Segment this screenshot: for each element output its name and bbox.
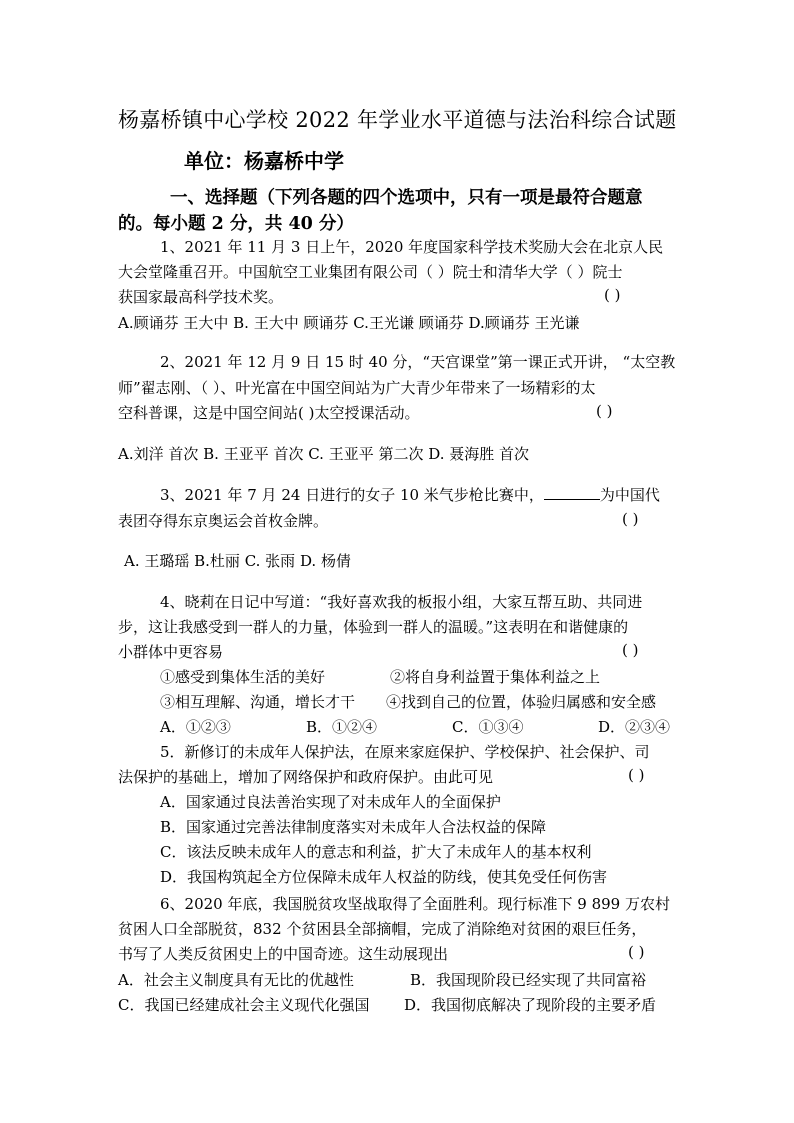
q3-options: A. 王璐瑶 B.杜丽 C. 张雨 D. 杨倩 [124, 552, 351, 570]
q1-options: A.顾诵芬 王大中 B. 王大中 顾诵芬 C.王光谦 顾诵芬 D.顾诵芬 王光谦 [118, 314, 580, 332]
q1-line3: 获国家最高科学技术奖。 [118, 288, 284, 306]
section-heading-line2: 的。每小题 2 分，共 40 分） [118, 214, 354, 234]
q4-statement-2: ②将自身利益置于集体利益之上 [390, 668, 601, 686]
q1-line2: 大会堂隆重召开。中国航空工业集团有限公司（ ）院士和清华大学（ ）院士 [118, 263, 623, 281]
q3-answer-paren: ( ) [622, 510, 639, 528]
q6-option-c: C．我国已经建成社会主义现代化强国 [118, 996, 370, 1014]
q4-line3: 小群体中更容易 [118, 643, 224, 661]
q5-answer-paren: ( ) [628, 766, 645, 784]
q6-line2: 贫困人口全部脱贫，832 个贫困县全部摘帽，完成了消除绝对贫困的艰巨任务， [118, 920, 647, 938]
q4-answer-paren: ( ) [622, 641, 639, 659]
q6-answer-paren: ( ) [628, 943, 645, 961]
q6-option-b: B．我国现阶段已经实现了共同富裕 [410, 971, 647, 989]
q4-line2: 步，这让我感受到一群人的力量，体验到一群人的温暖。”这表明在和谐健康的 [118, 618, 629, 636]
q6-option-d: D．我国彻底解决了现阶段的主要矛盾 [404, 996, 657, 1014]
q1-line1: 1、2021 年 11 月 3 日上午，2020 年度国家科学技术奖励大会在北京人民 [160, 238, 664, 256]
q4-statement-1: ①感受到集体生活的美好 [160, 668, 326, 686]
q4-option-d: D．②③④ [598, 718, 671, 736]
q2-line2: 师”翟志刚、（ ）、叶光富在中国空间站为广大青少年带来了一场精彩的太 [118, 379, 596, 397]
q3-line1-tail: 为中国代 [599, 486, 660, 504]
q4-line1: 4、晓莉在日记中写道：“我好喜欢我的板报小组，大家互帮互助、共同进 [160, 593, 643, 611]
q4-option-a: A．①②③ [160, 718, 231, 736]
school-unit: 单位：杨嘉桥中学 [184, 149, 344, 173]
q5-option-a: A．国家通过良法善治实现了对未成年人的全面保护 [160, 793, 501, 811]
q5-line1: 5．新修订的未成年人保护法，在原来家庭保护、学校保护、社会保护、司 [160, 743, 650, 761]
q2-answer-paren: ( ) [596, 402, 613, 420]
q3-line1 [160, 484, 660, 505]
q6-line1: 6、2020 年底，我国脱贫攻坚战取得了全面胜利。现行标准下 9 899 万农村 [160, 895, 670, 913]
q4-option-c: C．①③④ [452, 718, 524, 736]
q5-option-c: C．该法反映未成年人的意志和利益，扩大了未成年人的基本权利 [160, 843, 592, 861]
q1-answer-paren: ( ) [604, 286, 621, 304]
q5-option-b: B．国家通过完善法律制度落实对未成年人合法权益的保障 [160, 818, 547, 836]
q5-option-d: D．我国构筑起全方位保障未成年人权益的防线，使其免受任何伤害 [160, 868, 608, 886]
q4-statement-3: ③相互理解、沟通，增长才干 [160, 693, 356, 711]
section-heading-line1: 一、选择题（下列各题的四个选项中，只有一项是最符合题意 [170, 188, 643, 208]
q6-option-a: A．社会主义制度具有无比的优越性 [118, 971, 354, 989]
q5-line2: 法保护的基础上，增加了网络保护和政府保护。由此可见 [118, 768, 494, 786]
q3-line1-text: 3、2021 年 7 月 24 日进行的女子 10 米气步枪比赛中， [160, 486, 544, 504]
q4-statement-4: ④找到自己的位置，体验归属感和安全感 [386, 693, 657, 711]
exam-title: 杨嘉桥镇中心学校 2022 年学业水平道德与法治科综合试题 [118, 108, 677, 132]
q2-line1: 2、2021 年 12 月 9 日 15 时 40 分，“天宫课堂”第一课正式开讲， “太空教 [160, 353, 676, 371]
q6-line3: 书写了人类反贫困史上的中国奇迹。这生动展现出 [118, 945, 449, 963]
q4-option-b: B．①②④ [306, 718, 378, 736]
q3-fill-blank [544, 485, 600, 500]
q2-options: A.刘洋 首次 B. 王亚平 首次 C. 王亚平 第二次 D. 聂海胜 首次 [118, 445, 530, 463]
q3-line2: 表团夺得东京奥运会首枚金牌。 [118, 512, 329, 530]
q2-line3: 空科普课，这是中国空间站( )太空授课活动。 [118, 404, 420, 422]
